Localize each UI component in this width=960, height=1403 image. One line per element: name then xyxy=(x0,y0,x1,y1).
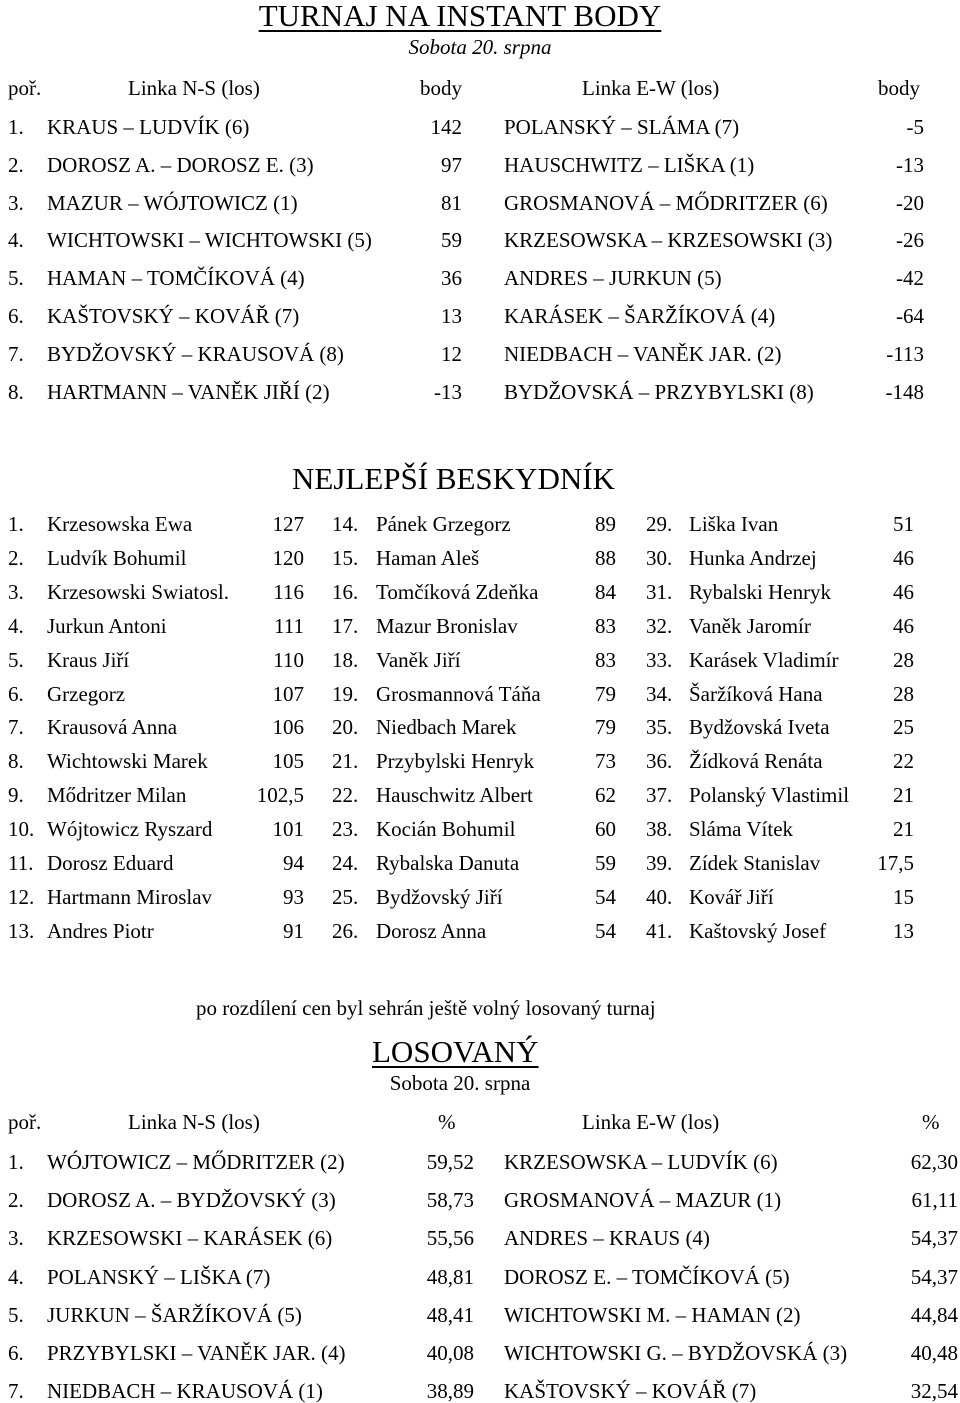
row-ew-score: -26 xyxy=(896,228,924,253)
player-rank: 26. xyxy=(332,918,359,943)
header-ew: Linka E-W (los) xyxy=(582,1110,720,1134)
player-name: Krzesowska Ewa xyxy=(47,512,193,536)
player-score: 79 xyxy=(595,715,616,740)
player-score: 54 xyxy=(595,918,616,943)
row-ew-percent: 54,37 xyxy=(910,1264,958,1289)
player-rank: 22. xyxy=(332,783,359,808)
player-name: Jurkun Antoni xyxy=(47,613,167,638)
row-ns-pair: DOROSZ A. – DOROSZ E. (3) xyxy=(47,152,314,177)
player-rank: 4. xyxy=(8,613,24,638)
player-rank: 41. xyxy=(646,918,673,943)
player-score: 21 xyxy=(893,817,914,842)
row-ns-pair: JURKUN – ŠARŽÍKOVÁ (5) xyxy=(47,1302,302,1327)
player-name: Przybylski Henryk xyxy=(376,749,535,774)
row-ew-pair: NIEDBACH – VANĚK JAR. (2) xyxy=(504,341,782,366)
row-ns-score: 59 xyxy=(441,228,462,253)
row-ns-score: 36 xyxy=(441,266,462,291)
row-ew-pair: BYDŽOVSKÁ – PRZYBYLSKI (8) xyxy=(504,379,814,404)
player-score: 22 xyxy=(893,749,914,774)
player-rank: 16. xyxy=(332,579,359,604)
player-name: Pánek Grzegorz xyxy=(376,512,511,536)
row-ns-percent: 40,08 xyxy=(426,1341,474,1365)
player-name: Dorosz Eduard xyxy=(47,851,174,875)
row-rank: 3. xyxy=(8,190,24,215)
row-ew-score: -42 xyxy=(896,266,924,291)
note-text: po rozdílení cen byl sehrán ještě volný losovaný turnaj xyxy=(196,996,656,1020)
row-ew-pair: WICHTOWSKI G. – BYDŽOVSKÁ (3) xyxy=(504,1341,848,1365)
player-rank: 35. xyxy=(646,715,673,740)
header-ns-score: % xyxy=(438,1110,456,1134)
row-ns-score: 97 xyxy=(441,152,462,177)
row-ns-percent: 55,56 xyxy=(426,1226,474,1251)
header-ns: Linka N-S (los) xyxy=(128,1110,260,1134)
row-ns-score: -13 xyxy=(434,379,462,404)
row-ns-pair: MAZUR – WÓJTOWICZ (1) xyxy=(47,190,298,215)
row-ew-pair: KRZESOWSKA – LUDVÍK (6) xyxy=(504,1150,778,1174)
player-rank: 7. xyxy=(8,715,24,740)
row-ew-pair: GROSMANOVÁ – MAZUR (1) xyxy=(504,1188,782,1213)
header-ew: Linka E-W (los) xyxy=(582,76,720,100)
player-score: 51 xyxy=(893,512,914,536)
row-ew-pair: KAŠTOVSKÝ – KOVÁŘ (7) xyxy=(504,1379,757,1403)
row-ew-pair: POLANSKÝ – SLÁMA (7) xyxy=(504,115,740,139)
player-score: 46 xyxy=(893,579,914,604)
player-name: Hunka Andrzej xyxy=(689,545,817,570)
row-ns-percent: 59,52 xyxy=(426,1150,474,1174)
player-name: Krzesowski Swiatosl. xyxy=(47,579,229,604)
player-name: Andres Piotr xyxy=(47,918,154,943)
player-rank: 31. xyxy=(646,579,673,604)
player-score: 17,5 xyxy=(877,851,914,875)
row-ew-percent: 62,30 xyxy=(910,1150,958,1174)
row-ns-pair: DOROSZ A. – BYDŽOVSKÝ (3) xyxy=(47,1188,336,1213)
row-ew-percent: 54,37 xyxy=(910,1226,958,1251)
header-ew-score: body xyxy=(878,76,920,100)
row-ew-pair: WICHTOWSKI M. – HAMAN (2) xyxy=(504,1302,801,1327)
player-name: Kraus Jiří xyxy=(47,647,130,672)
row-ns-score: 81 xyxy=(441,190,462,215)
player-rank: 1. xyxy=(8,512,24,536)
player-rank: 24. xyxy=(332,851,359,875)
header-rank: poř. xyxy=(8,76,42,100)
player-name: Wichtowski Marek xyxy=(47,749,208,774)
row-rank: 4. xyxy=(8,228,24,253)
player-score: 106 xyxy=(272,715,304,740)
player-score: 60 xyxy=(595,817,616,842)
player-rank: 3. xyxy=(8,579,24,604)
player-rank: 11. xyxy=(8,851,34,875)
row-ns-pair: KAŠTOVSKÝ – KOVÁŘ (7) xyxy=(47,304,300,328)
row-ns-pair: PRZYBYLSKI – VANĚK JAR. (4) xyxy=(47,1341,346,1365)
player-name: Kovář Jiří xyxy=(689,884,774,909)
row-ns-percent: 58,73 xyxy=(426,1188,474,1213)
player-name: Bydžovský Jiří xyxy=(376,884,503,909)
row-rank: 6. xyxy=(8,304,24,328)
row-ns-score: 12 xyxy=(441,341,462,366)
player-rank: 38. xyxy=(646,817,673,842)
row-ew-pair: GROSMANOVÁ – MŐDRITZER (6) xyxy=(504,190,828,215)
player-rank: 34. xyxy=(646,681,673,706)
header-rank: poř. xyxy=(8,1110,42,1134)
row-ns-pair: HAMAN – TOMČÍKOVÁ (4) xyxy=(47,266,305,291)
row-ew-score: -64 xyxy=(896,304,924,328)
row-ew-percent: 40,48 xyxy=(910,1341,958,1365)
row-ns-percent: 38,89 xyxy=(426,1379,474,1403)
player-name: Karásek Vladimír xyxy=(689,647,839,672)
player-rank: 40. xyxy=(646,884,673,909)
row-rank: 7. xyxy=(8,341,24,366)
player-rank: 20. xyxy=(332,715,359,740)
player-name: Hauschwitz Albert xyxy=(376,783,533,808)
player-score: 101 xyxy=(272,817,304,842)
player-name: Grosmannová Táňa xyxy=(376,681,541,706)
row-ew-pair: DOROSZ E. – TOMČÍKOVÁ (5) xyxy=(504,1264,790,1289)
player-name: Haman Aleš xyxy=(376,545,480,570)
player-score: 105 xyxy=(272,749,304,774)
player-rank: 23. xyxy=(332,817,359,842)
player-rank: 2. xyxy=(8,545,24,570)
player-rank: 19. xyxy=(332,681,359,706)
row-ew-pair: KARÁSEK – ŠARŽÍKOVÁ (4) xyxy=(504,304,776,328)
row-rank: 5. xyxy=(8,266,24,291)
row-rank: 2. xyxy=(8,1188,24,1213)
player-name: Polanský Vlastimil xyxy=(689,783,850,808)
player-name: Sláma Vítek xyxy=(689,817,794,842)
row-ew-percent: 32,54 xyxy=(910,1379,958,1403)
header-ns: Linka N-S (los) xyxy=(128,76,260,100)
player-score: 107 xyxy=(272,681,304,706)
player-score: 94 xyxy=(283,851,304,875)
row-ns-percent: 48,81 xyxy=(426,1264,474,1289)
player-score: 59 xyxy=(595,851,616,875)
instant-title: TURNAJ NA INSTANT BODY xyxy=(258,0,662,33)
player-name: Rybalska Danuta xyxy=(376,851,520,875)
row-rank: 7. xyxy=(8,1379,24,1403)
player-score: 28 xyxy=(893,647,914,672)
player-name: Liška Ivan xyxy=(689,512,779,536)
row-ew-score: -113 xyxy=(886,341,924,366)
row-rank: 8. xyxy=(8,379,24,404)
player-rank: 36. xyxy=(646,749,673,774)
row-ns-pair: BYDŽOVSKÝ – KRAUSOVÁ (8) xyxy=(47,341,344,366)
row-ns-pair: HARTMANN – VANĚK JIŘÍ (2) xyxy=(47,379,330,404)
player-name: Hartmann Miroslav xyxy=(47,884,213,909)
player-name: Grzegorz xyxy=(47,681,126,706)
row-rank: 1. xyxy=(8,1150,24,1174)
player-name: Žídková Renáta xyxy=(689,749,823,774)
row-ew-score: -5 xyxy=(906,115,924,139)
player-score: 127 xyxy=(272,512,304,536)
player-score: 46 xyxy=(893,613,914,638)
row-rank: 4. xyxy=(8,1264,24,1289)
player-score: 73 xyxy=(595,749,616,774)
player-score: 83 xyxy=(595,647,616,672)
player-score: 88 xyxy=(595,545,616,570)
row-ew-pair: ANDRES – JURKUN (5) xyxy=(504,266,722,291)
player-name: Vaněk Jaromír xyxy=(689,613,811,638)
player-rank: 12. xyxy=(8,884,35,909)
player-name: Krausová Anna xyxy=(47,715,178,740)
player-score: 25 xyxy=(893,715,914,740)
player-rank: 15. xyxy=(332,545,359,570)
player-rank: 13. xyxy=(8,918,35,943)
player-name: Wójtowicz Ryszard xyxy=(47,817,213,842)
row-rank: 2. xyxy=(8,152,24,177)
player-score: 79 xyxy=(595,681,616,706)
row-ew-pair: HAUSCHWITZ – LIŠKA (1) xyxy=(504,152,755,177)
player-name: Zídek Stanislav xyxy=(689,851,821,875)
row-ns-pair: WICHTOWSKI – WICHTOWSKI (5) xyxy=(47,228,372,253)
row-ns-pair: WÓJTOWICZ – MŐDRITZER (2) xyxy=(47,1150,345,1174)
player-score: 21 xyxy=(893,783,914,808)
row-rank: 3. xyxy=(8,1226,24,1251)
player-rank: 37. xyxy=(646,783,673,808)
player-name: Rybalski Henryk xyxy=(689,579,832,604)
header-ns-score: body xyxy=(420,76,462,100)
player-name: Tomčíková Zdeňka xyxy=(376,579,539,604)
player-score: 111 xyxy=(274,613,304,638)
row-ns-pair: KRZESOWSKI – KARÁSEK (6) xyxy=(47,1226,333,1251)
row-ew-pair: KRZESOWSKA – KRZESOWSKI (3) xyxy=(504,228,833,253)
row-ew-score: -20 xyxy=(896,190,924,215)
header-ew-score: % xyxy=(922,1110,940,1134)
row-ns-percent: 48,41 xyxy=(426,1302,474,1327)
player-name: Mazur Bronislav xyxy=(376,613,518,638)
row-ew-percent: 44,84 xyxy=(910,1302,958,1327)
player-score: 84 xyxy=(595,579,616,604)
row-rank: 6. xyxy=(8,1341,24,1365)
row-ew-pair: ANDRES – KRAUS (4) xyxy=(504,1226,710,1251)
player-name: Kaštovský Josef xyxy=(689,918,827,943)
row-ns-pair: POLANSKÝ – LIŠKA (7) xyxy=(47,1264,271,1289)
player-score: 110 xyxy=(273,647,304,672)
player-rank: 30. xyxy=(646,545,673,570)
player-rank: 25. xyxy=(332,884,359,909)
player-score: 116 xyxy=(273,579,304,604)
row-ns-score: 142 xyxy=(430,115,462,139)
player-score: 91 xyxy=(283,918,304,943)
instant-subtitle: Sobota 20. srpna xyxy=(408,35,552,59)
player-name: Bydžovská Iveta xyxy=(689,715,830,740)
player-rank: 8. xyxy=(8,749,24,774)
player-name: Ludvík Bohumil xyxy=(47,545,187,570)
player-rank: 5. xyxy=(8,647,24,672)
row-ew-score: -13 xyxy=(896,152,924,177)
player-rank: 6. xyxy=(8,681,24,706)
player-rank: 17. xyxy=(332,613,359,638)
losovany-title: LOSOVANÝ xyxy=(372,1034,539,1069)
player-rank: 9. xyxy=(8,783,24,808)
player-name: Kocián Bohumil xyxy=(376,817,516,842)
player-rank: 33. xyxy=(646,647,673,672)
row-ns-pair: NIEDBACH – KRAUSOVÁ (1) xyxy=(47,1379,323,1403)
player-rank: 21. xyxy=(332,749,359,774)
player-score: 62 xyxy=(595,783,616,808)
player-rank: 39. xyxy=(646,851,673,875)
row-ns-score: 13 xyxy=(441,304,462,328)
player-score: 89 xyxy=(595,512,616,536)
player-name: Dorosz Anna xyxy=(376,918,487,943)
player-name: Niedbach Marek xyxy=(376,715,517,740)
player-name: Mődritzer Milan xyxy=(47,783,187,808)
player-score: 54 xyxy=(595,884,616,909)
player-rank: 29. xyxy=(646,512,673,536)
player-score: 120 xyxy=(272,545,304,570)
player-score: 13 xyxy=(893,918,914,943)
player-score: 15 xyxy=(893,884,914,909)
player-rank: 18. xyxy=(332,647,359,672)
row-ns-pair: KRAUS – LUDVÍK (6) xyxy=(47,115,250,139)
beskydnik-title: NEJLEPŠÍ BESKYDNÍK xyxy=(292,461,615,496)
player-score: 93 xyxy=(283,884,304,909)
player-rank: 14. xyxy=(332,512,359,536)
row-ew-percent: 61,11 xyxy=(911,1188,958,1213)
player-score: 102,5 xyxy=(256,783,304,808)
player-name: Šaržíková Hana xyxy=(689,681,823,706)
row-rank: 1. xyxy=(8,115,24,139)
player-rank: 10. xyxy=(8,817,35,842)
losovany-subtitle: Sobota 20. srpna xyxy=(389,1071,531,1095)
player-name: Vaněk Jiří xyxy=(376,647,461,672)
player-score: 46 xyxy=(893,545,914,570)
row-rank: 5. xyxy=(8,1302,24,1327)
row-ew-score: -148 xyxy=(885,379,924,404)
player-score: 83 xyxy=(595,613,616,638)
player-score: 28 xyxy=(893,681,914,706)
player-rank: 32. xyxy=(646,613,673,638)
